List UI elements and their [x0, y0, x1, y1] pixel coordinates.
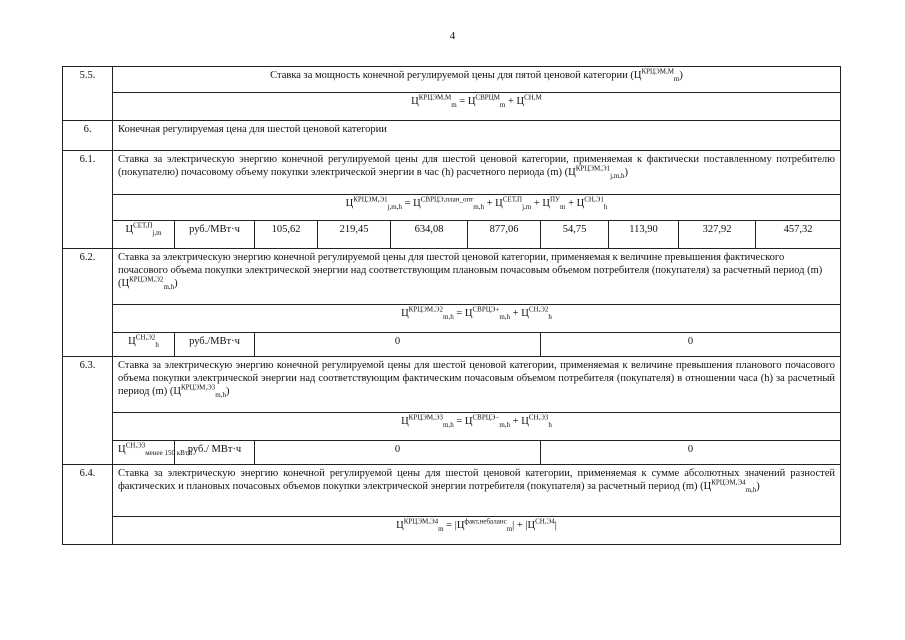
- unit-cell: руб./МВт·ч: [175, 221, 255, 249]
- value-cell: 877,06: [468, 221, 541, 249]
- row-number: 6.3.: [63, 357, 113, 465]
- row-title: Ставка за электрическую энергию конечной регулируемой цены для шестой ценовой категории, применяемая к фактически поставленному потребителю (покупателю) почасовому объему покупки электрической энергии в час (h) расчетного периода (m) $(Ц^{КРЦЭМ,Э1}_{j,m,h})$: [113, 151, 841, 195]
- formula-row: [63, 195, 841, 221]
- row-number: 6.: [63, 121, 113, 151]
- table-row: [63, 121, 841, 151]
- value-cell: 0: [541, 333, 841, 357]
- value-cell: 634,08: [391, 221, 468, 249]
- row-number: 6.4.: [63, 465, 113, 545]
- table-row: [63, 67, 841, 93]
- formula-row: [63, 93, 841, 121]
- unit-cell: руб./МВт·ч: [175, 333, 255, 357]
- table-row: [63, 465, 841, 517]
- page-number: 4: [449, 30, 456, 42]
- formula: $Ц^{КРЦЭМ,Э3}_{m,h} = Ц^{СВРЦЭ-}_{m,h} + Ц^{СН,Э3}_h$: [113, 413, 841, 441]
- formula: $Ц^{КРЦЭМ,М}_m = Ц^{СВРЦМ}_m + Ц^{СН,М}$: [113, 93, 841, 121]
- row-number: 6.1.: [63, 151, 113, 249]
- tariff-table: [62, 66, 841, 545]
- table-row: [63, 357, 841, 413]
- value-cell: 0: [541, 441, 841, 465]
- formula: $Ц^{КРЦЭМ,Э2}_{m,h} = Ц^{СВРЦЭ+}_{m,h} + Ц^{СН,Э2}_h$: [113, 305, 841, 333]
- symbol-cell: $Ц^{СН,Э2}_h$: [113, 333, 175, 357]
- table-row: [63, 249, 841, 305]
- value-cell: 113,90: [609, 221, 679, 249]
- row-number: 6.2.: [63, 249, 113, 357]
- value-cell: 457,32: [756, 221, 841, 249]
- formula: $Ц^{КРЦЭМ,Э4}_m = |Ц^{факт,небаланс}_m| + |Ц^{СН,Э4}|$: [113, 517, 841, 545]
- value-cell: 105,62: [255, 221, 318, 249]
- row-title: Конечная регулируемая цена для шестой ценовой категории: [113, 121, 841, 151]
- value-cell: 0: [255, 441, 541, 465]
- table-row: [63, 151, 841, 195]
- values-row: [63, 221, 841, 249]
- value-cell: 0: [255, 333, 541, 357]
- formula-row: [63, 517, 841, 545]
- values-row: [63, 441, 841, 465]
- row-number: 5.5.: [63, 67, 113, 121]
- formula: $Ц^{КРЦЭМ,Э1}_{j,m,h} = Ц^{СВРЦЭ,план\_опт}_{m,h} + Ц^{СЕТ,П}_{j,m} + Ц^{ПУ}_m + Ц^{СН,Э1}_h$: [113, 195, 841, 221]
- symbol-cell: $Ц^{СЕТ,П}_{j,m}$: [113, 221, 175, 249]
- formula-row: [63, 305, 841, 333]
- row-title: Ставка за мощность конечной регулируемой цены для пятой ценовой категории $(Ц^{КРЦЭМ,М}_m)$: [113, 67, 841, 93]
- symbol-cell: $Ц^{СН,Э3}_{менее 150 кВт,h}$: [113, 441, 175, 465]
- formula-row: [63, 413, 841, 441]
- value-cell: 54,75: [541, 221, 609, 249]
- unit-cell: руб./ МВт·ч: [175, 441, 255, 465]
- values-row: [63, 333, 841, 357]
- row-title: Ставка за электрическую энергию конечной регулируемой цены для шестой ценовой категории, применяемая к сумме абсолютных значений разностей фактических и плановых почасовых объемов покупки электрической энергии потребителя (покупателя) за расчетный период (m) $(Ц^{КРЦЭМ,Э4}_{m,h})$: [113, 465, 841, 517]
- value-cell: 219,45: [318, 221, 391, 249]
- row-title: Ставка за электрическую энергию конечной регулируемой цены для шестой ценовой категории, применяемая к величине превышения планового почасового объема покупки электрической энергии над соответствующим фактическим почасовым объемом потребителя (покупателя) в отношении часа (h) за расчетный период (m) $(Ц^{КРЦЭМ,Э3}_{m,h})$: [113, 357, 841, 413]
- row-title: Ставка за электрическую энергию конечной регулируемой цены для шестой ценовой категории, применяемая к величине превышения фактического почасового объема покупки электрической энергии над соответствующим плановым почасовым объемом потребителя (покупателя) за расчетный период (m) $(Ц^{КРЦЭМ,Э2}_{m,h})$: [113, 249, 841, 305]
- value-cell: 327,92: [679, 221, 756, 249]
